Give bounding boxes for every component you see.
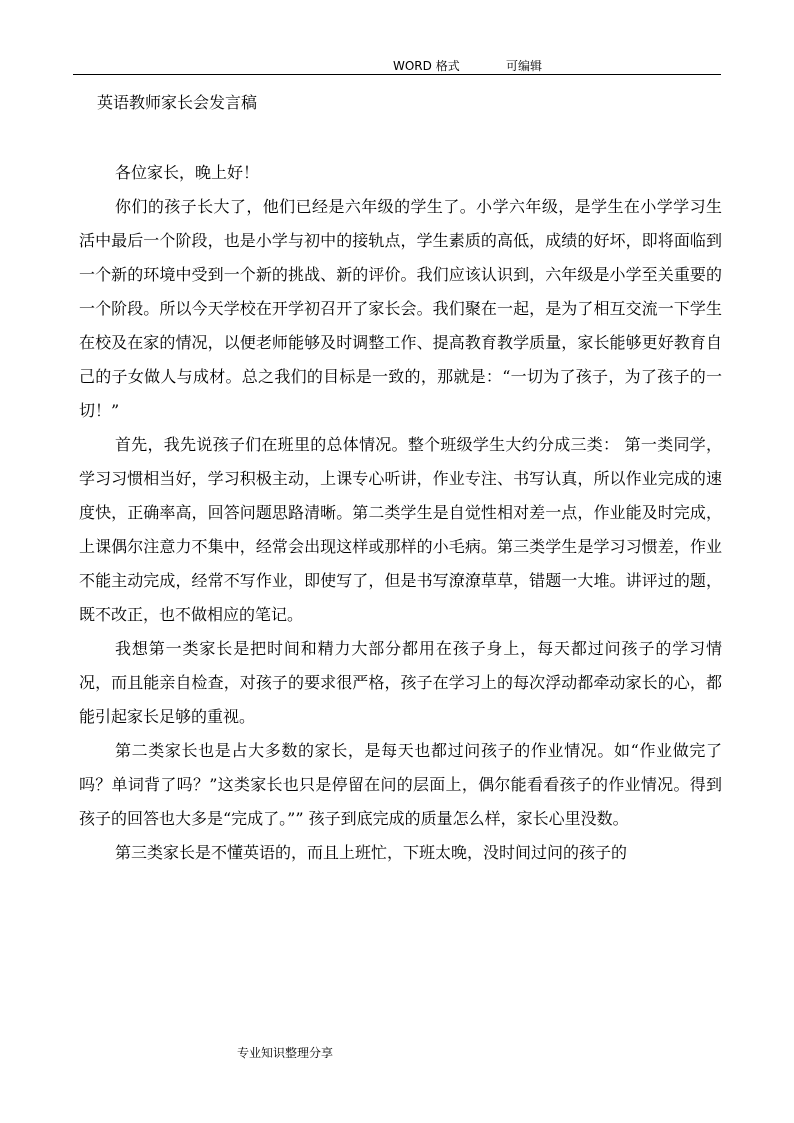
paragraph-parent-type-1: 我想第一类家长是把时间和精力大部分都用在孩子身上，每天都过问孩子的学习情况，而且能亲自检查，对孩子的要求很严格，孩子在学习上的每次浮动都牵动家长的心，都能引起家长足够的重视。 — [79, 639, 722, 726]
paragraph-parent-type-3: 第三类家长是不懂英语的，而且上班忙，下班太晚，没时间过问的孩子的 — [115, 843, 628, 862]
page-footer: 专业知识整理分享 — [237, 1046, 334, 1060]
document-body — [79, 156, 722, 870]
header-editable-label: 可编辑 — [506, 59, 543, 73]
document-title: 英语教师家长会发言稿 — [97, 93, 258, 112]
header-format-label: WORD 格式 — [393, 59, 460, 73]
paragraph-parent-type-2: 第二类家长也是占大多数的家长，是每天也都过问孩子的作业情况。如“作业做完了吗？单词背了吗？”这类家长也只是停留在问的层面上，偶尔能看看孩子的作业情况。得到孩子的回答也大多是“完成了。”” 孩子到底完成的质量怎么样，家长心里没数。 — [79, 741, 722, 828]
paragraph-greeting: 各位家长，晚上好！ — [115, 163, 260, 182]
page-header — [73, 56, 721, 75]
paragraph-class-overview: 首先，我先说孩子们在班里的总体情况。整个班级学生大约分成三类： 第一类同学，学习习惯相当好，学习积极主动，上课专心听讲，作业专注、书写认真，所以作业完成的速度快，正确率高，回答问题思路清晰。第二类学生是自觉性相对差一点，作业能及时完成，上课偶尔注意力不集中，经常会出现这样或那样的小毛病。第三类学生是学习习惯差，作业不能主动完成，经常不写作业，即使写了，但是书写潦潦草草，错题一大堆。讲评过的题，既不改正，也不做相应的笔记。 — [79, 435, 722, 624]
paragraph-introduction: 你们的孩子长大了，他们已经是六年级的学生了。小学六年级，是学生在小学学习生活中最后一个阶段，也是小学与初中的接轨点，学生素质的高低，成绩的好坏，即将面临到一个新的环境中受到一个新的挑战、新的评价。我们应该认识到，六年级是小学至关重要的一个阶段。所以今天学校在开学初召开了家长会。我们聚在一起，是为了相互交流一下学生在校及在家的情况，以便老师能够及时调整工作、提高教育教学质量，家长能够更好教育自己的子女做人与成材。总之我们的目标是一致的，那就是：“一切为了孩子，为了孩子的一切！” — [79, 197, 722, 420]
